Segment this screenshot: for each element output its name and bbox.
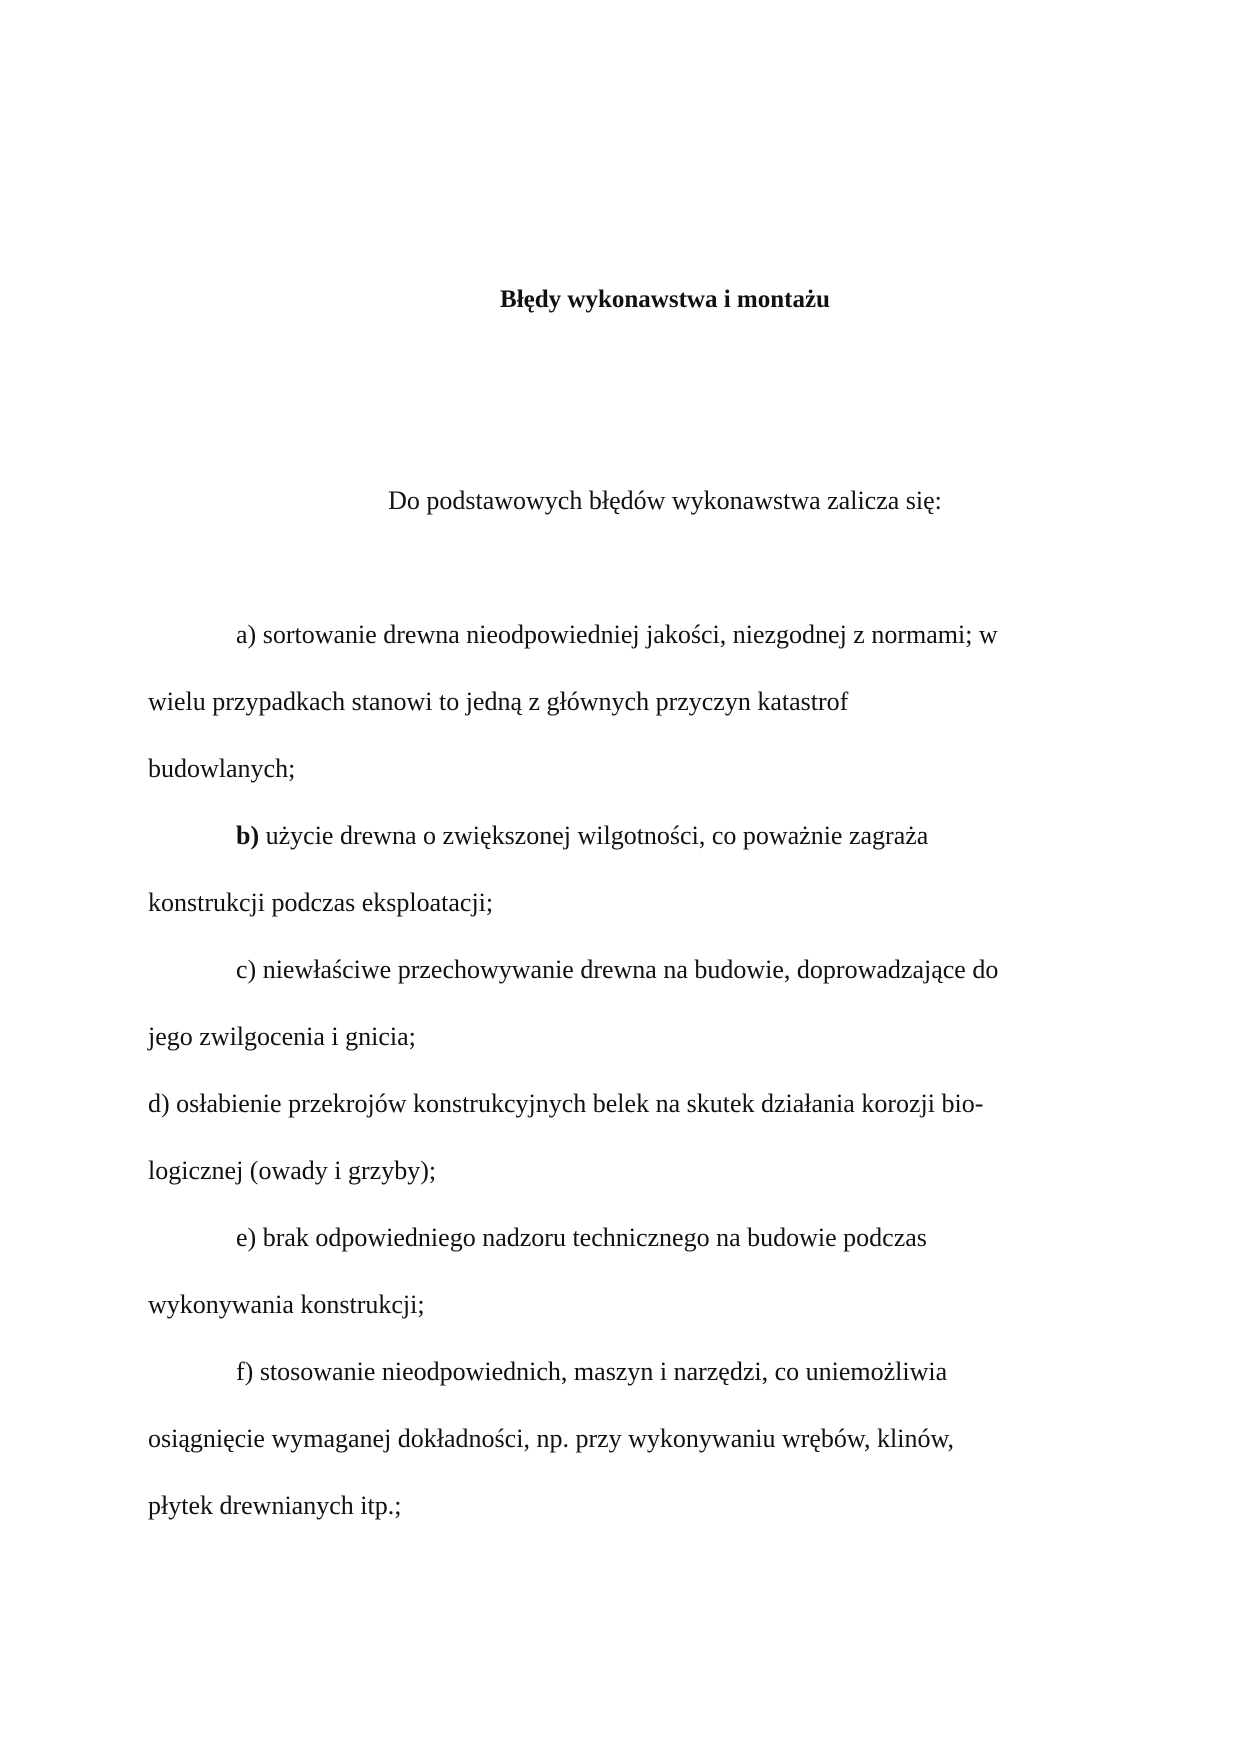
list-item-f-line-2: osiągnięcie wymaganej dokładności, np. przy wykonywaniu wrębów, klinów,: [148, 1424, 955, 1453]
list-item-b-text: użycie drewna o zwiększonej wilgotności, co poważnie zagraża: [259, 821, 929, 850]
list-item-b-line-1: [236, 819, 928, 853]
list-item-b-line-2: konstrukcji podczas eksploatacji;: [148, 888, 494, 917]
list-item-f-line-3: płytek drewnianych itp.;: [148, 1491, 402, 1520]
intro-paragraph: Do podstawowych błędów wykonawstwa zalicza się:: [388, 486, 942, 515]
list-item-e-line-2: wykonywania konstrukcji;: [148, 1290, 425, 1319]
list-item-a-line-1: a) sortowanie drewna nieodpowiedniej jakości, niezgodnej z normami; w: [236, 620, 998, 649]
list-item-d-line-1: d) osłabienie przekrojów konstrukcyjnych belek na skutek działania korozji bio-: [148, 1089, 984, 1118]
list-item-f-line-1: f) stosowanie nieodpowiednich, maszyn i narzędzi, co uniemożliwia: [236, 1357, 948, 1386]
list-item-c-line-2: jego zwilgocenia i gnicia;: [148, 1022, 416, 1051]
list-item-c-line-1: c) niewłaściwe przechowywanie drewna na budowie, doprowadzające do: [236, 955, 999, 984]
list-item-d-line-2: logicznej (owady i grzyby);: [148, 1156, 437, 1185]
list-item-e-line-1: e) brak odpowiedniego nadzoru technicznego na budowie podczas: [236, 1223, 927, 1252]
list-item-a-line-3: budowlanych;: [148, 754, 296, 783]
list-item-b-label: b): [236, 821, 260, 850]
list-item-a-line-2: wielu przypadkach stanowi to jedną z głównych przyczyn katastrof: [148, 687, 849, 716]
page-title: Błędy wykonawstwa i montażu: [500, 286, 830, 313]
